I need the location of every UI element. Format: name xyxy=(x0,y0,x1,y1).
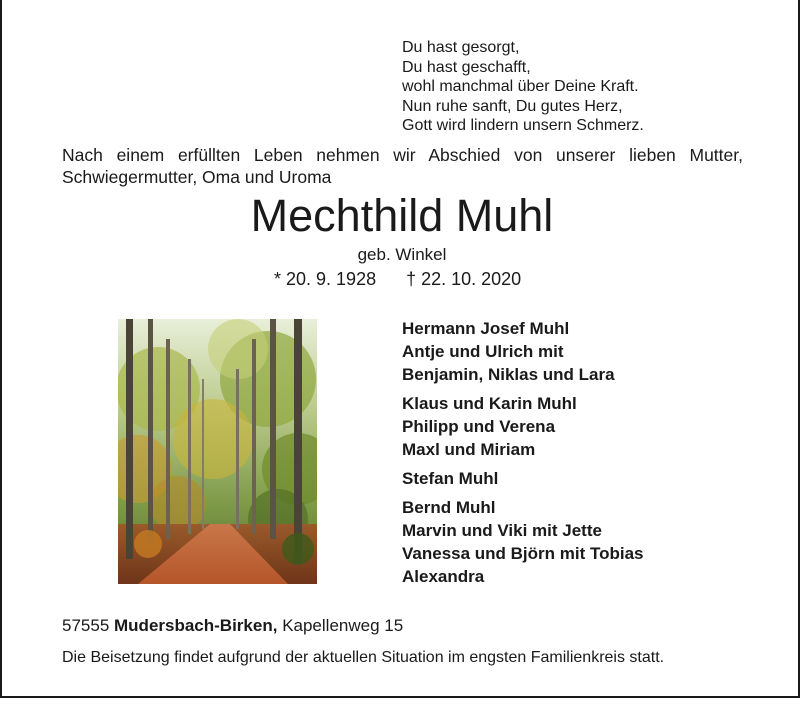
family-member: Stefan Muhl xyxy=(402,469,499,488)
family-member: Antje und Ulrich mit xyxy=(402,342,564,361)
birth-date: * 20. 9. 1928 xyxy=(274,269,377,289)
intro-text xyxy=(62,144,743,188)
postcode: 57555 xyxy=(62,616,110,635)
family-member: Vanessa und Björn mit Tobias xyxy=(402,544,644,563)
mourners-list xyxy=(402,317,644,594)
death-date: † 22. 10. 2020 xyxy=(406,269,522,289)
deceased-name: Mechthild Muhl xyxy=(250,190,554,241)
family-member: Bernd Muhl xyxy=(402,498,496,517)
poem-line: wohl manchmal über Deine Kraft. xyxy=(402,78,639,95)
family-group xyxy=(402,467,644,490)
family-group xyxy=(402,496,644,588)
family-member: Philipp und Verena xyxy=(402,417,556,436)
intro-line: Nach einem erfüllten Leben nehmen wir Abschied von unserer lieben Mutter, xyxy=(62,145,743,165)
address xyxy=(62,615,403,637)
life-dates xyxy=(274,268,521,290)
city: Mudersbach-Birken, xyxy=(114,616,278,635)
family-member: Hermann Josef Muhl xyxy=(402,319,570,338)
street: Kapellenweg 15 xyxy=(282,616,404,635)
birth-name: geb. Winkel xyxy=(357,245,447,264)
family-member: Marvin und Viki mit Jette xyxy=(402,521,602,540)
funeral-notice: Die Beisetzung findet aufgrund der aktuellen Situation im engsten Familienkreis statt. xyxy=(62,649,665,666)
family-member: Klaus und Karin Muhl xyxy=(402,394,577,413)
family-member: Benjamin, Niklas und Lara xyxy=(402,365,615,384)
family-member: Alexandra xyxy=(402,567,485,586)
family-group xyxy=(402,317,644,386)
family-group xyxy=(402,392,644,461)
poem xyxy=(402,38,644,136)
poem-line: Du hast gesorgt, xyxy=(402,39,520,56)
family-member: Maxl und Miriam xyxy=(402,440,536,459)
poem-line: Nun ruhe sanft, Du gutes Herz, xyxy=(402,97,623,115)
poem-line: Gott wird lindern unsern Schmerz. xyxy=(402,117,644,134)
intro-line: Schwiegermutter, Oma und Uroma xyxy=(62,167,332,187)
forest-path-photo xyxy=(118,319,317,584)
poem-line: Du hast geschafft, xyxy=(402,58,531,76)
